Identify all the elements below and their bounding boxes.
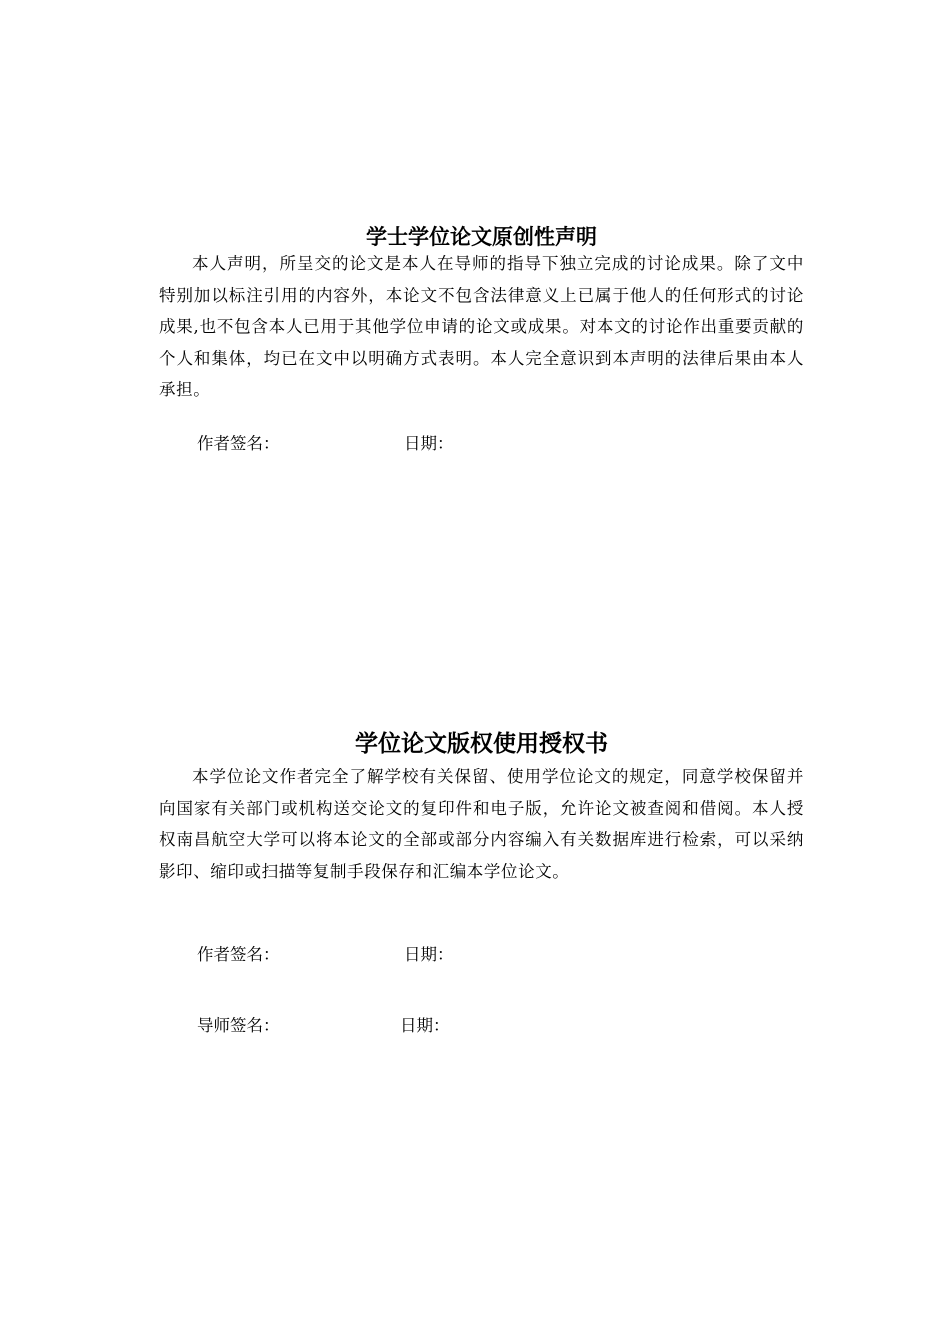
declaration-date-label: 日期：	[404, 434, 454, 453]
copyright-authorization-body: 本学位论文作者完全了解学校有关保留、使用学位论文的规定，同意学校保留并向国家有关部门或机构送交论文的复印件和电子版，允许论文被查阅和借阅。本人授权南昌航空大学可以将本论文的全部或部分内容编入有关数据库进行检索，可以采纳影印、缩印或扫描等复制手段保存和汇编本学位论文。	[159, 767, 804, 881]
originality-declaration-title: 学士学位论文原创性声明	[366, 224, 597, 249]
authorization-advisor-signature-row	[197, 1014, 450, 1038]
authorization-author-date-label: 日期：	[404, 945, 454, 964]
copyright-authorization-section	[159, 727, 804, 887]
authorization-advisor-date-label: 日期：	[400, 1016, 450, 1035]
copyright-authorization-title: 学位论文版权使用授权书	[355, 730, 608, 757]
declaration-author-signature-label: 作者签名：	[197, 434, 280, 453]
authorization-advisor-signature-label: 导师签名：	[197, 1016, 280, 1035]
originality-declaration-section	[159, 222, 804, 406]
originality-declaration-body: 本人声明，所呈交的论文是本人在导师的指导下独立完成的讨论成果。除了文中特别加以标注引用的内容外，本论文不包含法律意义上已属于他人的任何形式的讨论成果,也不包含本人已用于其他学位申请的论文或成果。对本文的讨论作出重要贡献的个人和集体，均已在文中以明确方式表明。本人完全意识到本声明的法律后果由本人承担。	[159, 254, 804, 399]
authorization-author-signature-row	[197, 943, 454, 967]
authorization-author-signature-label: 作者签名：	[197, 945, 280, 964]
declaration-signature-row	[197, 432, 454, 456]
